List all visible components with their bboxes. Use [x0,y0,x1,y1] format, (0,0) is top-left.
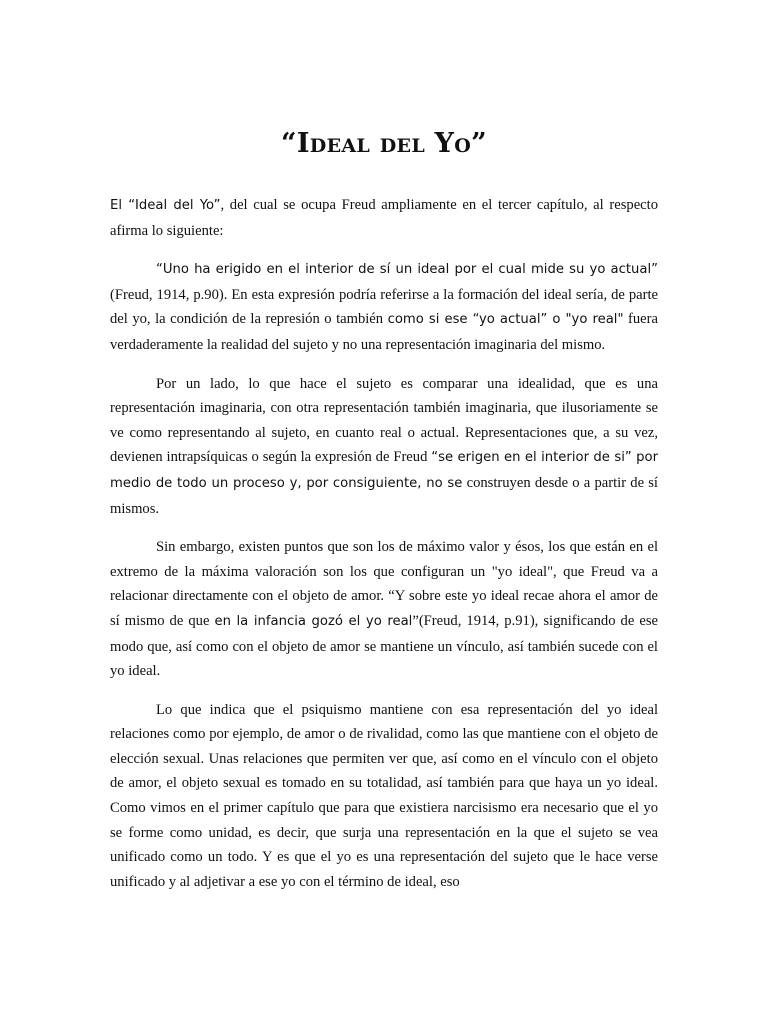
paragraph-3-text-a: Por un lado, lo que hace el sujeto es comparar una idealidad, que es una representación imaginaria, con otra representación también imaginaria, que ilusoriamente se ve como representando al sujeto, en cuanto real o actual. Representaciones que, a su vez, devienen intrapsíquicas o según la expresión de Freud [110,375,658,466]
document-title: “Ideal del Yo” [281,128,487,159]
paragraph-3 [110,372,658,522]
document-body [110,193,658,908]
paragraph-4-text-b: ”(Freud, 1914, p.91), significando de ese modo que, así como con el objeto de amor se mantiene un vínculo, así también sucede con el yo ideal. [110,612,658,680]
paragraph-4-text-a: Sin embargo, existen puntos que son los de máximo valor y ésos, los que están en el extremo de la máxima valoración son los que configuran un "yo ideal", que Freud va a relacionar directamente con el objeto de amor. “Y sobre este yo ideal recae ahora el amor de sí mismo de que [110,539,658,629]
paragraph-2-quote: “Uno ha erigido en el interior de sí un ideal por el cual mide su yo actual” [156,262,658,278]
paragraph-1-quote: El “Ideal del Yo” [110,198,221,213]
paragraph-5 [110,698,658,895]
paragraph-2-text-a: (Freud, 1914, p.90). En esta expresión podría referirse a la formación del ideal sería, de parte del yo, la condición de la represión o también [110,286,658,328]
paragraph-5-text: Lo que indica que el psiquismo mantiene con esa representación del yo ideal relaciones como por ejemplo, de amor o de rivalidad, como las que mantiene con el objeto de elección sexual. Unas relaciones que permiten ver que, así como en el vínculo con el objeto de amor, el objeto sexual es tomado en su totalidad, así también para que haya un yo ideal. Como vimos en el primer capítulo que para que existiera narcisismo era necesario que el yo se forme como unidad, es decir, que surja una representación en la que el sujeto se vea unificado como un todo. Y es que el yo es una representación del sujeto que le hace verse unificado y al adjetivar a ese yo con el término de ideal, eso [110,701,658,890]
paragraph-2 [110,257,658,357]
paragraph-2-quote-b: como si ese “yo actual” o "yo real" [387,312,624,328]
paragraph-4-quote: en la infancia gozó el yo real [214,613,413,629]
paragraph-3-quote: “se erigen en el interior de si” por medio de todo un proceso y, por consiguiente, no se [110,450,659,491]
paragraph-4 [110,535,658,684]
paragraph-2-text-b: fuera verdaderamente la realidad del sujeto y no una representación imaginaria del mismo. [110,311,658,353]
paragraph-1-text: , del cual se ocupa Freud ampliamente en el tercer capítulo, al respecto afirma lo siguiente: [110,197,659,239]
paragraph-1 [110,193,658,243]
paragraph-3-text-b: construyen desde o a partir de sí mismos. [110,474,658,517]
